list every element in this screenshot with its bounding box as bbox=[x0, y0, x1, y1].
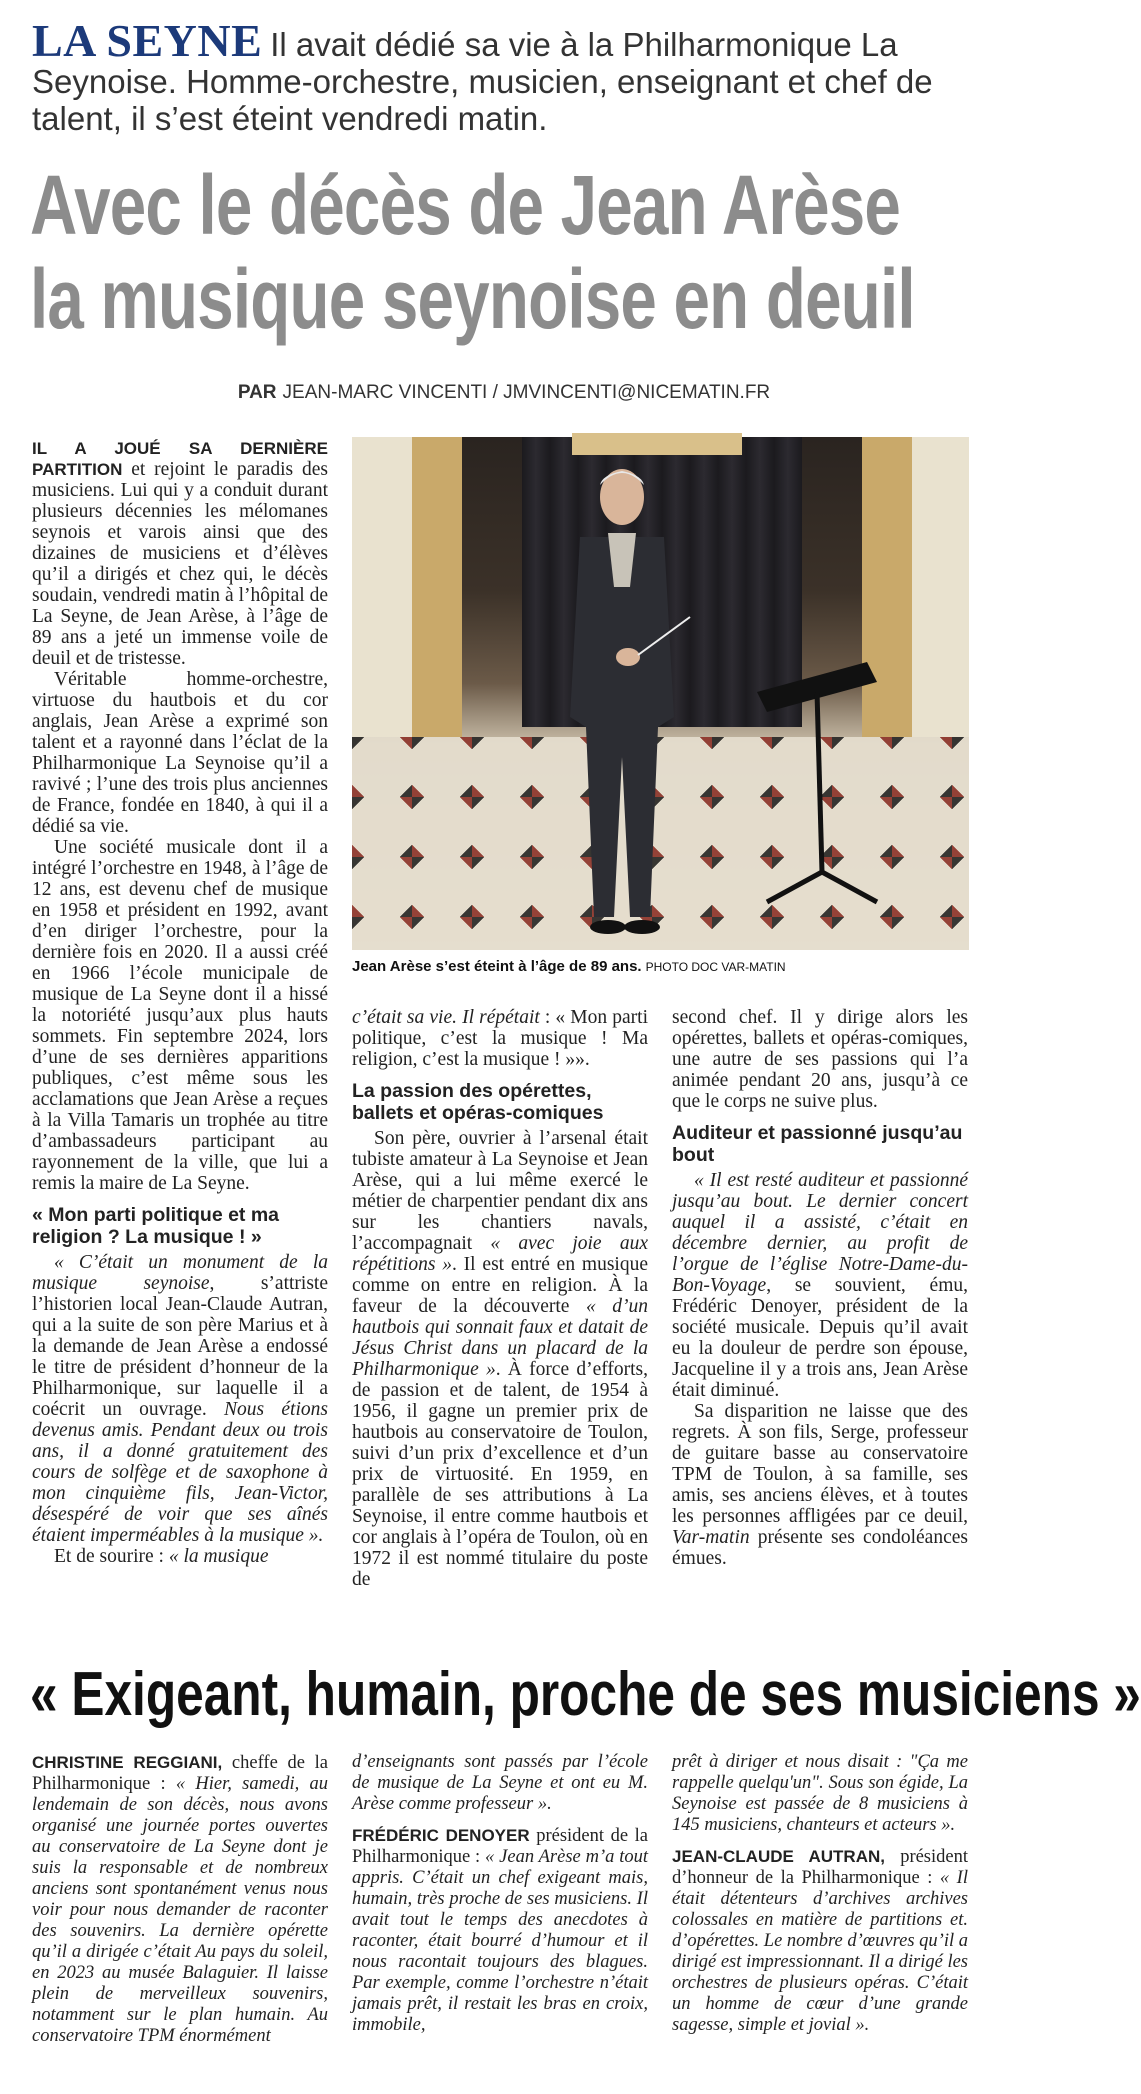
denoyer-quote-cont: prêt à diriger et nous disait : "Ça me rappelle quelqu'un". Sous son égide, La Seynoise est passée de 8 musiciens à 145 musiciens, chanteurs et acteurs ». bbox=[672, 1752, 968, 1835]
quote-autran bbox=[672, 1846, 968, 2036]
kicker-text: Il avait dédié sa vie à la Philharmonique La Seynoise. Homme-orchestre, musicien, enseignant et chef de talent, il s’est éteint vendredi matin. bbox=[32, 26, 933, 137]
col3-p3b: Var-matin bbox=[672, 1527, 750, 1548]
photo-caption bbox=[352, 958, 972, 975]
article-column-1 bbox=[32, 438, 328, 1567]
photo-wall-right bbox=[912, 437, 969, 737]
col1-p5-italic: « la musique bbox=[168, 1546, 269, 1567]
quote-column-2 bbox=[352, 1752, 648, 2046]
col1-paragraph-3: Une société musicale dont il a intégré l’orchestre en 1948, à l’âge de 12 ans, est devenu chef de musique en 1958 et président en 1992, avant d’en diriger l’orchestre, pour la dernière fois en 2020. Il a aussi créé en 1966 l’école municipale de musique de La Seyne dont il a hissé la notoriété jusqu’aux plus hauts sommets. Fin septembre 2024, lors d’une de ses dernières apparitions publiques, c’est même sous les acclamations que Jean Arèse a reçues à la Villa Tamaris un trophée au titre d’ambassadeurs participant au rayonnement de la ville, que lui a remis la maire de La Seyne. bbox=[32, 837, 328, 1194]
denoyer-quote: « Jean Arèse m’a tout appris. C’était un chef exigeant mais, humain, très proche de ses musiciens. Il avait tout le temps des anecdotes à raconter, était bourré d’humour et il nous racontait toujours des blagues. Par exemple, comme l’orchestre n’était jamais prêt, il restait les bras en croix, immobile, bbox=[352, 1847, 648, 2035]
kicker bbox=[32, 15, 982, 137]
headline bbox=[30, 158, 915, 346]
col1-paragraph-1 bbox=[32, 438, 328, 669]
col1-p1-text: et rejoint le paradis des musiciens. Lui qui y a conduit durant plusieurs décennies les mélomanes seynois et varois ainsi que des dizaines de musiciens et d’élèves qu’il a dirigés et chez qui, le décès soudain, vendredi matin à l’hôpital de La Seyne, de Jean Arèse, à l’âge de 89 ans a jeté un immense voile de deuil et de tristesse. bbox=[32, 459, 328, 669]
quote-denoyer: « Il est resté auditeur et passionné jusqu’au bout. Le dernier concert auquel il a assisté, c’était en décembre dernier, au profit de l’orgue de l’église Notre-Dame-du-Bon-Voyage bbox=[672, 1170, 968, 1296]
caption-text: Jean Arèse s’est éteint à l’âge de 89 ans. bbox=[352, 958, 642, 975]
music-stand bbox=[747, 652, 887, 912]
col2-p2c: . Il est entré en musique comme on entre en religion. À la faveur de la découverte bbox=[352, 1254, 648, 1317]
quote-autran-1: « C’était un monument de la musique seynoise bbox=[32, 1252, 328, 1294]
byline-author: JEAN-MARC VINCENTI / JMVINCENTI@NICEMATIN.FR bbox=[282, 382, 771, 403]
col3-paragraph-1: second chef. Il y dirige alors les opérettes, ballets et opéras-comiques, une autre de ses passions qui l’a animée pendant 20 ans, jusqu’à ce que le corps ne suive plus. bbox=[672, 1007, 968, 1112]
lead-in: IL A JOUÉ SA DERNIÈRE PARTITION bbox=[32, 439, 328, 479]
photo-pillar-left bbox=[412, 437, 462, 737]
quote-reggiani-cont bbox=[352, 1752, 648, 1815]
col2-p2e: . À force d’efforts, de passion et de talent, de 1954 à 1956, il gagne un premier prix de hautbois au conservatoire de Toulon, suivi d’un prix d’excellence et d’un prix de virtuosité. En 1959, en parallèle de ses attributions à La Seynoise, il entre comme hautbois et cor anglais à l’opéra de Toulon, où en 1972 il est nommé titulaire du poste de bbox=[352, 1359, 648, 1590]
col2-p2b: « avec joie aux répétitions » bbox=[352, 1233, 648, 1275]
col2-paragraph-2 bbox=[352, 1128, 648, 1590]
photo-banner bbox=[572, 433, 742, 455]
autran-quote: « Il était détenteurs d’archives archives colossales en matière de partitions et. d’opérettes. Le nombre d’œuvres qu’il a dirigé est impressionnant. Il a dirigé les orchestres de plusieurs opéras. C’était un homme de cœur d’une grande sagesse, simple et jovial ». bbox=[672, 1868, 968, 2035]
quote-column-1 bbox=[32, 1752, 328, 2057]
conductor-figure bbox=[550, 457, 690, 937]
kicker-place: LA SEYNE bbox=[32, 15, 263, 66]
name-reggiani: CHRISTINE REGGIANI, bbox=[32, 1753, 223, 1772]
headline-line-2: la musique seynoise en deuil bbox=[30, 252, 915, 346]
quote-reggiani bbox=[32, 1752, 328, 2047]
col1-paragraph-4 bbox=[32, 1252, 328, 1546]
col2-subheading: La passion des opérettes, ballets et opéras-comiques bbox=[352, 1080, 604, 1124]
col3-p3c: présente ses condoléances émues. bbox=[672, 1527, 968, 1569]
name-autran: JEAN-CLAUDE AUTRAN, bbox=[672, 1847, 885, 1866]
photo-wall-left bbox=[352, 437, 412, 737]
headline-line-1: Avec le décès de Jean Arèse bbox=[30, 158, 901, 252]
quote-denoyer-cont bbox=[672, 1752, 968, 1836]
photo-credit: PHOTO DOC VAR-MATIN bbox=[645, 960, 786, 974]
reggiani-role: cheffe de la Philharmonique : bbox=[32, 1753, 328, 1794]
article-column-3 bbox=[672, 1007, 968, 1569]
reggiani-quote-cont: d’enseignants sont passés par l’école de musique de La Seyne et ont eu M. Arèse comme professeur ». bbox=[352, 1752, 648, 1814]
article-photo bbox=[352, 437, 969, 950]
col1-p5-text: Et de sourire : bbox=[54, 1546, 169, 1567]
reggiani-quote: « Hier, samedi, au lendemain de son décès, nous avons organisé une journée portes ouvertes au conservatoire de La Seyne dont je suis la responsable et de nombreux anciens sont spontanément venus nous voir pour nous demander de raconter des souvenirs. La dernière opérette qu’il a dirigée c’était Au pays du soleil, en 2023 au musée Balaguier. Il laisse plein de merveilleux souvenirs, notamment sur le plan humain. Au conservatoire TPM énormément bbox=[32, 1774, 328, 2046]
quote-denoyer bbox=[352, 1825, 648, 2036]
col1-p4-text: , s’attriste l’historien local Jean-Claude Autran, qui a la suite de son père Marius et à la demande de Jean Arèse a endossé le titre de président d’honneur de la Philharmonique, sur laquelle il a coécrit un ouvrage. bbox=[32, 1273, 328, 1420]
col2-p2a: Son père, ouvrier à l’arsenal était tubiste amateur à La Seynoise et Jean Arèse, qui a lui même exercé le métier de charpentier pendant dix ans sur les chantiers navals, l’accompagnait bbox=[352, 1128, 648, 1254]
quote-column-3 bbox=[672, 1752, 968, 2046]
col3-subheading: Auditeur et passionné jusqu’au bout bbox=[672, 1122, 963, 1166]
col1-paragraph-5 bbox=[32, 1546, 328, 1567]
autran-role: président d’honneur de la Philharmonique : bbox=[672, 1847, 968, 1888]
byline-par: PAR bbox=[237, 382, 277, 403]
name-denoyer: FRÉDÉRIC DENOYER bbox=[352, 1826, 530, 1845]
col3-p3a: Sa disparition ne laisse que des regrets. À son fils, Serge, professeur de guitare basse au conservatoire TPM de Toulon, à sa famille, ses amis, ses anciens élèves, et à toutes les personnes affligées par ce deuil, bbox=[672, 1401, 968, 1527]
col2-p1-text: : « Mon parti politique, c’est la musique ! Ma religion, c’est la musique ! »». bbox=[352, 1007, 648, 1070]
col2-paragraph-1 bbox=[352, 1007, 648, 1070]
denoyer-role: président de la Philharmonique : bbox=[352, 1826, 648, 1867]
quote-autran-2: Nous étions devenus amis. Pendant deux ou trois ans, il a donné gratuitement des cours de solfège et de saxophone à mon cinquième fils, Jean-Victor, désespéré de voir que ses aînés étaient imperméables à la musique ». bbox=[32, 1399, 328, 1546]
quote-section-title: « Exigeant, humain, proche de ses musiciens » bbox=[30, 1660, 1141, 1729]
col1-paragraph-2: Véritable homme-orchestre, virtuose du hautbois et du cor anglais, Jean Arèse a exprimé son talent et a rayonné dans l’éclat de la Philharmonique La Seynoise qu’il a ravivé ; l’une des trois plus anciennes de France, fondée en 1840, à qui il a dédié sa vie. bbox=[32, 669, 328, 837]
article-column-2 bbox=[352, 1007, 648, 1590]
col3-paragraph-2 bbox=[672, 1170, 968, 1401]
col2-p1-italic: c’était sa vie. Il répétait bbox=[352, 1007, 540, 1028]
col3-p2-text: , se souvient, ému, Frédéric Denoyer, président de la société musicale. Depuis qu’il avait eu la douleur de perdre son épouse, Jacqueline il y a trois ans, Jean Arèse était diminué. bbox=[672, 1275, 968, 1401]
byline bbox=[0, 382, 1008, 404]
col1-subheading: « Mon parti politique et ma religion ? La musique ! » bbox=[32, 1204, 280, 1248]
col2-p2d: « d’un hautbois qui sonnait faux et datait de Jésus Christ dans un placard de la Philharmonique » bbox=[352, 1296, 648, 1380]
col3-paragraph-3 bbox=[672, 1401, 968, 1569]
